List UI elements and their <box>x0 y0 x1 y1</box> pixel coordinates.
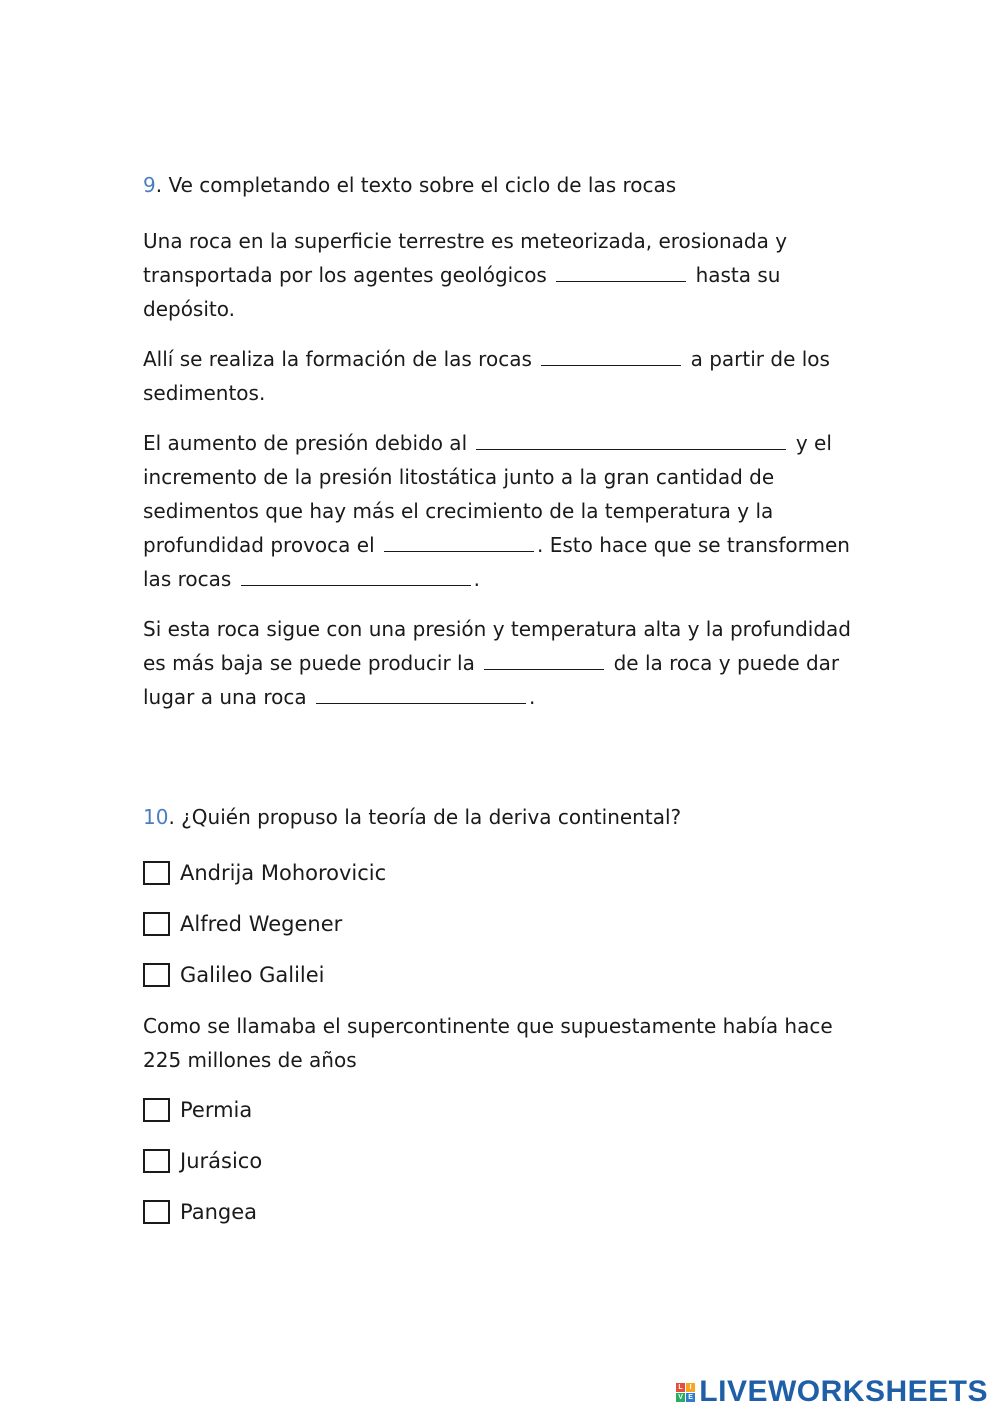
question-number: 9 <box>143 173 156 197</box>
option-label: Andrija Mohorovicic <box>180 861 387 885</box>
question-10-heading <box>143 800 863 834</box>
checkbox[interactable] <box>143 963 170 987</box>
option-label: Jurásico <box>180 1149 263 1173</box>
paragraph-text: Una roca en la superficie terrestre es meteorizada, erosionada y transportada por los agentes geológicos <box>143 229 788 287</box>
option-row[interactable] <box>143 1144 863 1178</box>
paragraph-text: Allí se realiza la formación de las rocas <box>143 347 532 371</box>
paragraph-text: Si esta roca sigue con una presión y temperatura alta y la profundidad es más baja se puede producir la <box>143 617 851 675</box>
blank-input[interactable] <box>316 685 526 704</box>
question-9-heading <box>143 168 863 202</box>
paragraph-text: hasta su depósito. <box>143 263 781 321</box>
liveworksheets-logo <box>676 1375 988 1409</box>
blank-input[interactable] <box>541 347 681 366</box>
paragraph-text: de la roca y puede dar lugar a una roca <box>143 651 840 709</box>
checkbox[interactable] <box>143 1200 170 1224</box>
blank-input[interactable] <box>484 651 604 670</box>
paragraph-text: El aumento de presión debido al <box>143 431 468 455</box>
option-row[interactable] <box>143 856 863 890</box>
paragraph-text: . Esto hace que se transformen las rocas <box>143 533 850 591</box>
paragraph-1 <box>143 224 863 326</box>
paragraph-text: a partir de los sedimentos. <box>143 347 830 405</box>
brand-mark-icon: L I V E <box>678 1383 694 1401</box>
checkbox[interactable] <box>143 912 170 936</box>
blank-input[interactable] <box>556 263 686 282</box>
checkbox[interactable] <box>143 1098 170 1122</box>
checkbox[interactable] <box>143 1149 170 1173</box>
question-number: 10 <box>143 805 169 829</box>
paragraph-text: . <box>473 567 480 591</box>
paragraph-4 <box>143 612 863 714</box>
question-title: . ¿Quién propuso la teoría de la deriva continental? <box>168 805 682 829</box>
worksheet-page <box>143 168 863 1246</box>
option-row[interactable] <box>143 1093 863 1127</box>
paragraph-2 <box>143 342 863 410</box>
option-label: Galileo Galilei <box>180 963 325 987</box>
question-2-text: Como se llamaba el supercontinente que supuestamente había hace 225 millones de años <box>143 1014 833 1072</box>
checkbox[interactable] <box>143 861 170 885</box>
blank-input[interactable] <box>241 567 471 586</box>
option-label: Permia <box>180 1098 253 1122</box>
option-label: Alfred Wegener <box>180 912 343 936</box>
brand-text: LIVEWORKSHEETS <box>699 1375 988 1408</box>
option-label: Pangea <box>180 1200 258 1224</box>
option-row[interactable] <box>143 1195 863 1229</box>
blank-input[interactable] <box>384 533 534 552</box>
paragraph-text: y el incremento de la presión litostática junto a la gran cantidad de sedimentos que hay más el crecimiento de la temperatura y la profundidad provoca el <box>143 431 832 557</box>
option-row[interactable] <box>143 907 863 941</box>
option-row[interactable] <box>143 958 863 992</box>
paragraph-text: . <box>528 685 536 709</box>
paragraph-3 <box>143 426 863 596</box>
blank-input[interactable] <box>476 431 786 450</box>
question-title: . Ve completando el texto sobre el ciclo de las rocas <box>155 173 677 197</box>
